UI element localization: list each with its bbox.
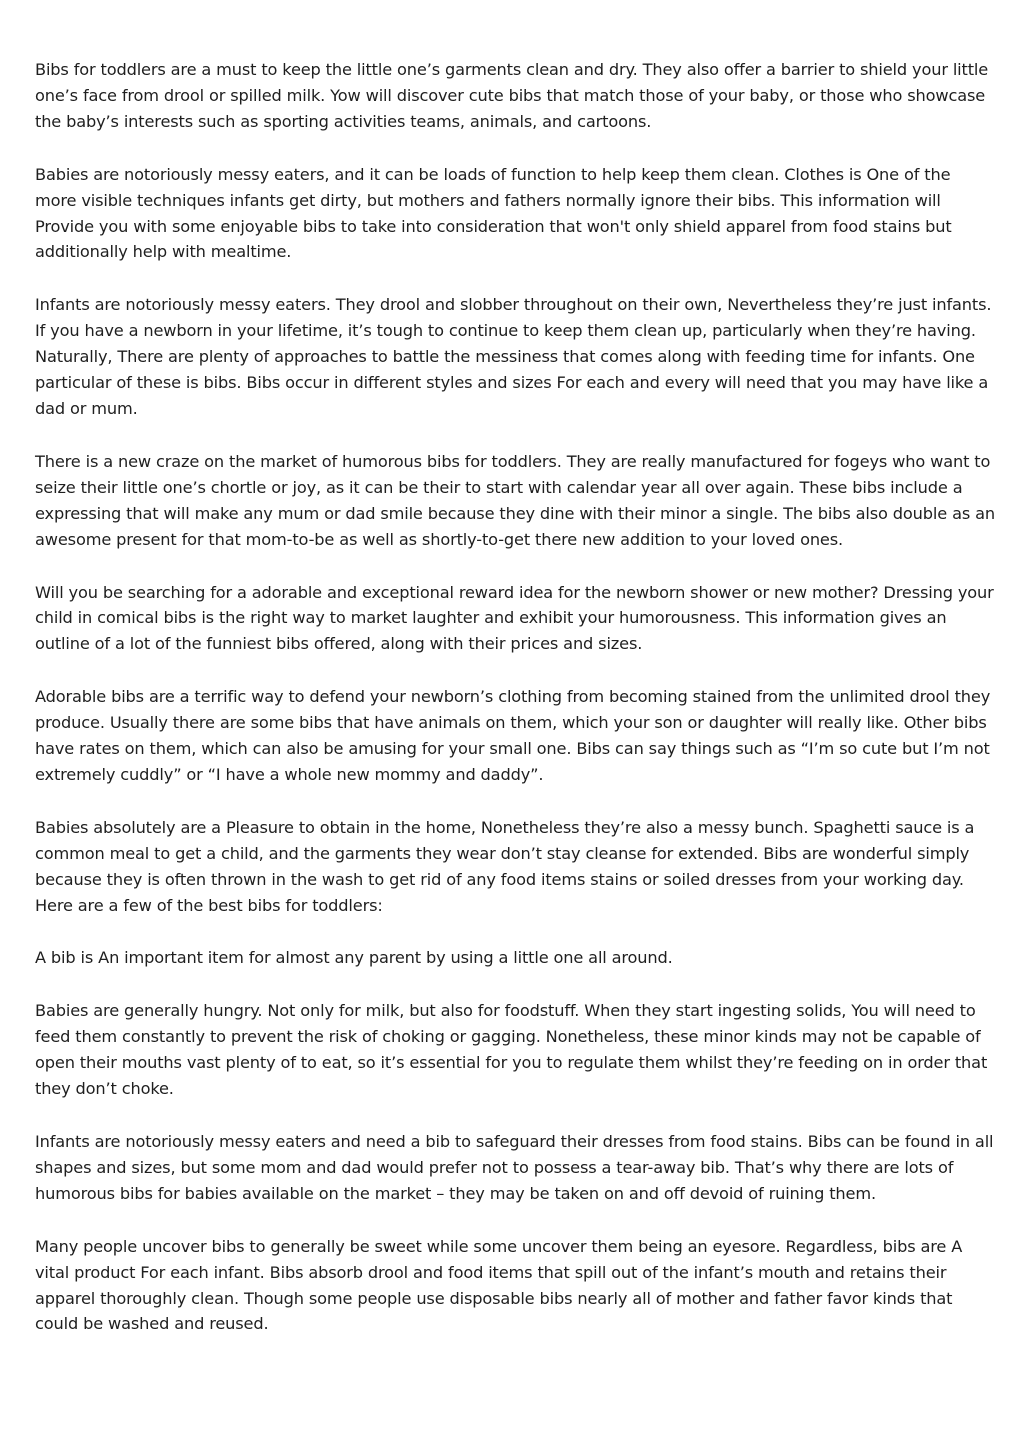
paragraph-10: Infants are notoriously messy eaters and need a bib to safeguard their dresses from food stains. Bibs can be found in all shapes and sizes, but some mom and dad would prefer not to possess a tear-away bib. That’s why there are lots of humorous bibs for babies available on the market – they may be taken on and off devoid of ruining them. <box>35 1132 994 1203</box>
paragraph-2: Babies are notoriously messy eaters, and it can be loads of function to help keep them clean. Clothes is One of the more visible techniques infants get dirty, but mothers and fathers normally ignore their bibs. This information will Provide you with some enjoyable bibs to take into consideration that won't only shield apparel from food stains but additionally help with mealtime. <box>35 164 952 262</box>
paragraph-11: Many people uncover bibs to generally be sweet while some uncover them being an eyesore. Regardless, bibs are A vital product For each infant. Bibs absorb drool and food items that spill out of the infant’s mouth and retains their apparel thoroughly clean. Though some people use disposable bibs nearly all of mother and father favor kinds that could be washed and reused. <box>35 1236 963 1334</box>
paragraph-5: Will you be searching for a adorable and exceptional reward idea for the newborn shower or new mother? Dressing your child in comical bibs is the right way to market laughter and exhibit your humorousness. This information gives an outline of a lot of the funniest bibs offered, along with their prices and sizes. <box>35 582 994 654</box>
paragraph-3: Infants are notoriously messy eaters. They drool and slobber throughout on their own, Nevertheless they’re just infants. If you have a newborn in your lifetime, it’s tough to continue to keep them clean up, particularly when they’re having. Naturally, There are plenty of approaches to battle the messiness that comes along with feeding time for infants. One particular of these is bibs. Bibs occur in different styles and sizes For each and every will need that you may have like a dad or mum. <box>35 295 992 418</box>
paragraph-4: There is a new craze on the market of humorous bibs for toddlers. They are really manufactured for fogeys who want to seize their little one’s chortle or joy, as it can be their to start with calendar year all over again. These bibs include a expressing that will make any mum or dad smile because they dine with their minor a single. The bibs also double as an awesome present for that mom-to-be as well as shortly-to-get there new addition to your loved ones. <box>35 451 995 549</box>
paragraph-7: Babies absolutely are a Pleasure to obtain in the home, Nonetheless they’re also a messy bunch. Spaghetti sauce is a common meal to get a child, and the garments they wear don’t stay cleanse for extended. Bibs are wonderful simply because they is often thrown in the wash to get rid of any food items stains or soiled dresses from your working day. Here are a few of the best bibs for toddlers: <box>35 817 975 915</box>
paragraph-6: Adorable bibs are a terrific way to defend your newborn’s clothing from becoming stained from the unlimited drool they produce. Usually there are some bibs that have animals on them, which your son or daughter will really like. Other bibs have rates on them, which can also be amusing for your small one. Bibs can say things such as “I’m so cute but I’m not extremely cuddly” or “I have a whole new mommy and daddy”. <box>35 687 991 784</box>
paragraph-1: Bibs for toddlers are a must to keep the little one’s garments clean and dry. They also offer a barrier to shield your little one’s face from drool or spilled milk. Yow will discover cute bibs that match those of your baby, or those who showcase the baby’s interests such as sporting activities teams, animals, and cartoons. <box>35 60 989 131</box>
paragraph-9: Babies are generally hungry. Not only for milk, but also for foodstuff. When they start ingesting solids, You will need to feed them constantly to prevent the risk of choking or gagging. Nonetheless, these minor kinds may not be capable of open their mouths vast plenty of to eat, so it’s essential for you to regulate them whilst they’re feeding on in order that they don’t choke. <box>35 1001 988 1099</box>
document-body <box>35 57 995 1364</box>
paragraph-8: A bib is An important item for almost any parent by using a little one all around. <box>35 948 673 968</box>
